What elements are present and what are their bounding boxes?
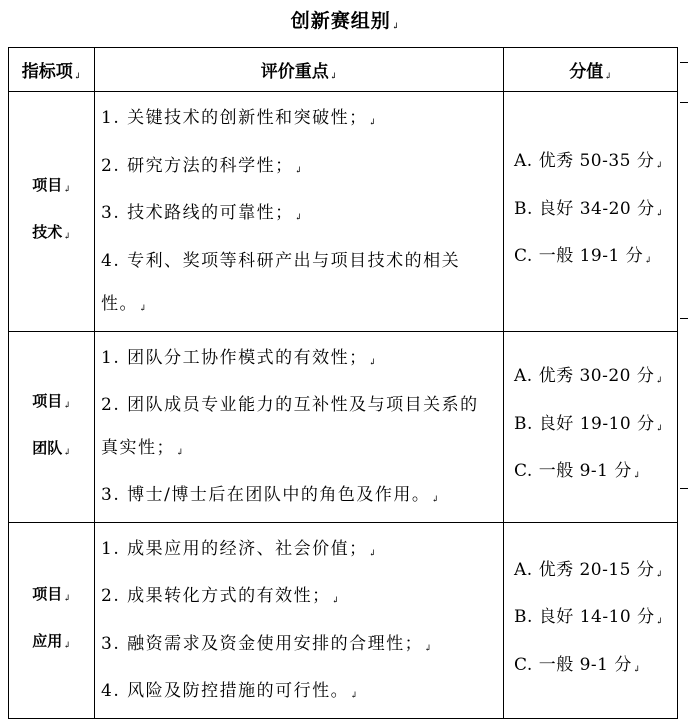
- criterion-item: 1. 成果应用的经济、社会价值；↲: [101, 538, 378, 559]
- table-row: [9, 92, 678, 332]
- table-row: [9, 522, 678, 718]
- table-row: [9, 331, 678, 522]
- score-option: C. 一般 19-1 分↲: [514, 246, 653, 266]
- scores-technology: [504, 92, 678, 332]
- margin-tick: [680, 488, 688, 489]
- row-label-technology: 项目↲ 技术↲: [9, 92, 95, 332]
- header-score: 分值↲: [504, 48, 678, 92]
- scoring-table: [8, 47, 678, 719]
- criterion-item: 2. 成果转化方式的有效性；↲: [101, 586, 341, 606]
- score-option: A. 优秀 20-15 分↲: [514, 559, 664, 580]
- criterion-item: 1. 团队分工协作模式的有效性；↲: [101, 347, 378, 368]
- criteria-team: [95, 331, 504, 522]
- score-option: A. 优秀 30-20 分↲: [514, 366, 664, 387]
- score-option: B. 良好 19-10 分↲: [514, 413, 664, 434]
- criteria-technology: [95, 92, 504, 332]
- criterion-item: 4. 风险及防控措施的可行性。↲: [101, 681, 360, 701]
- score-option: A. 优秀 50-35 分↲: [514, 151, 664, 171]
- scores-application: [504, 522, 678, 718]
- score-option: B. 良好 34-20 分↲: [514, 198, 664, 219]
- margin-tick: [680, 318, 688, 319]
- scores-team: [504, 331, 678, 522]
- criterion-item: 2. 研究方法的科学性；↲: [101, 155, 304, 176]
- paragraph-mark-icon: ↲: [391, 22, 401, 32]
- score-option: B. 良好 14-10 分↲: [514, 607, 664, 628]
- criterion-item: 3. 技术路线的可靠性；↲: [101, 203, 304, 223]
- title-text: 创新赛组别: [290, 10, 391, 32]
- header-item: 指标项↲: [9, 48, 95, 92]
- header-row: [9, 48, 678, 92]
- criterion-item: 2. 团队成员专业能力的互补性及与项目关系的真实性；↲: [101, 395, 479, 458]
- margin-tick: [680, 62, 688, 63]
- score-option: C. 一般 9-1 分↲: [514, 654, 641, 675]
- margin-tick: [680, 102, 688, 103]
- criteria-application: [95, 522, 504, 718]
- criterion-item: 3. 博士/博士后在团队中的角色及作用。↲: [101, 485, 441, 505]
- page-title: [0, 6, 691, 33]
- criterion-item: 4. 专利、奖项等科研产出与项目技术的相关性。↲: [101, 250, 461, 314]
- row-label-application: 项目↲ 应用↲: [9, 522, 95, 718]
- row-label-team: 项目↲ 团队↲: [9, 331, 95, 522]
- criterion-item: 1. 关键技术的创新性和突破性；↲: [101, 108, 378, 128]
- criterion-item: 3. 融资需求及资金使用安排的合理性；↲: [101, 633, 434, 654]
- score-option: C. 一般 9-1 分↲: [514, 461, 641, 482]
- header-focus: 评价重点↲: [95, 48, 504, 92]
